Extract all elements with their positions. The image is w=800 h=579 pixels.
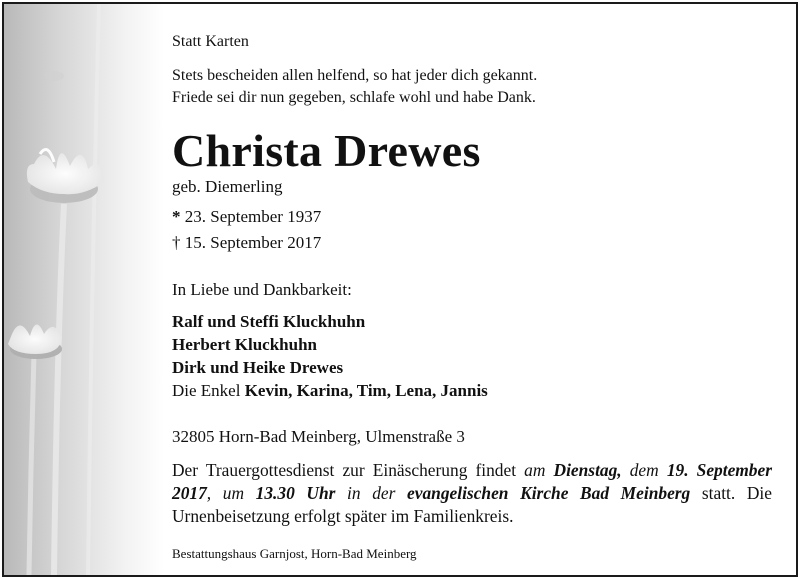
statt-karten: Statt Karten (172, 33, 249, 50)
verse-line-1: Stets bescheiden allen helfend, so hat jeder dich gekannt. (172, 67, 538, 84)
flower-image (4, 4, 164, 575)
obituary-card (2, 2, 798, 577)
verse-line-2: Friede sei dir nun gegeben, schlafe wohl und habe Dank. (172, 89, 536, 106)
mourner-family: Herbert Kluckhuhn (172, 335, 317, 354)
funeral-home: Bestattungshaus Garnjost, Horn-Bad Meinberg (172, 546, 417, 561)
birth-date: 23. September 1937 (184, 207, 322, 226)
birth-symbol: * (172, 207, 181, 226)
birth-name: geb. Diemerling (172, 177, 283, 196)
grandchildren-line (172, 381, 488, 401)
deceased-name: Christa Drewes (172, 125, 481, 176)
grandchildren-names: Kevin, Karina, Tim, Lena, Jannis (244, 381, 488, 400)
mourner-family: Ralf und Steffi Kluckhuhn (172, 312, 366, 331)
grandchildren-prefix: Die Enkel (172, 381, 241, 400)
birth-line (172, 207, 321, 227)
address: 32805 Horn-Bad Meinberg, Ulmenstraße 3 (172, 427, 465, 446)
death-symbol: † (172, 233, 181, 252)
flower-illustration (4, 4, 164, 575)
death-date: 15. September 2017 (184, 233, 322, 252)
mourner-family: Dirk und Heike Drewes (172, 358, 344, 377)
mourners-intro: In Liebe und Dankbarkeit: (172, 280, 352, 299)
service-notice: Der Trauergottesdienst zur Einäscherung findet am Dienstag, dem 19. September 2017, um 13.30 Uhr in der evangelischen Kirche Bad Meinberg statt. Die Urnenbeisetzung erfolgt später im Familienkreis. (172, 460, 772, 526)
church-name: evangelischen Kirche Bad Meinberg (407, 483, 691, 503)
death-line (172, 233, 321, 253)
